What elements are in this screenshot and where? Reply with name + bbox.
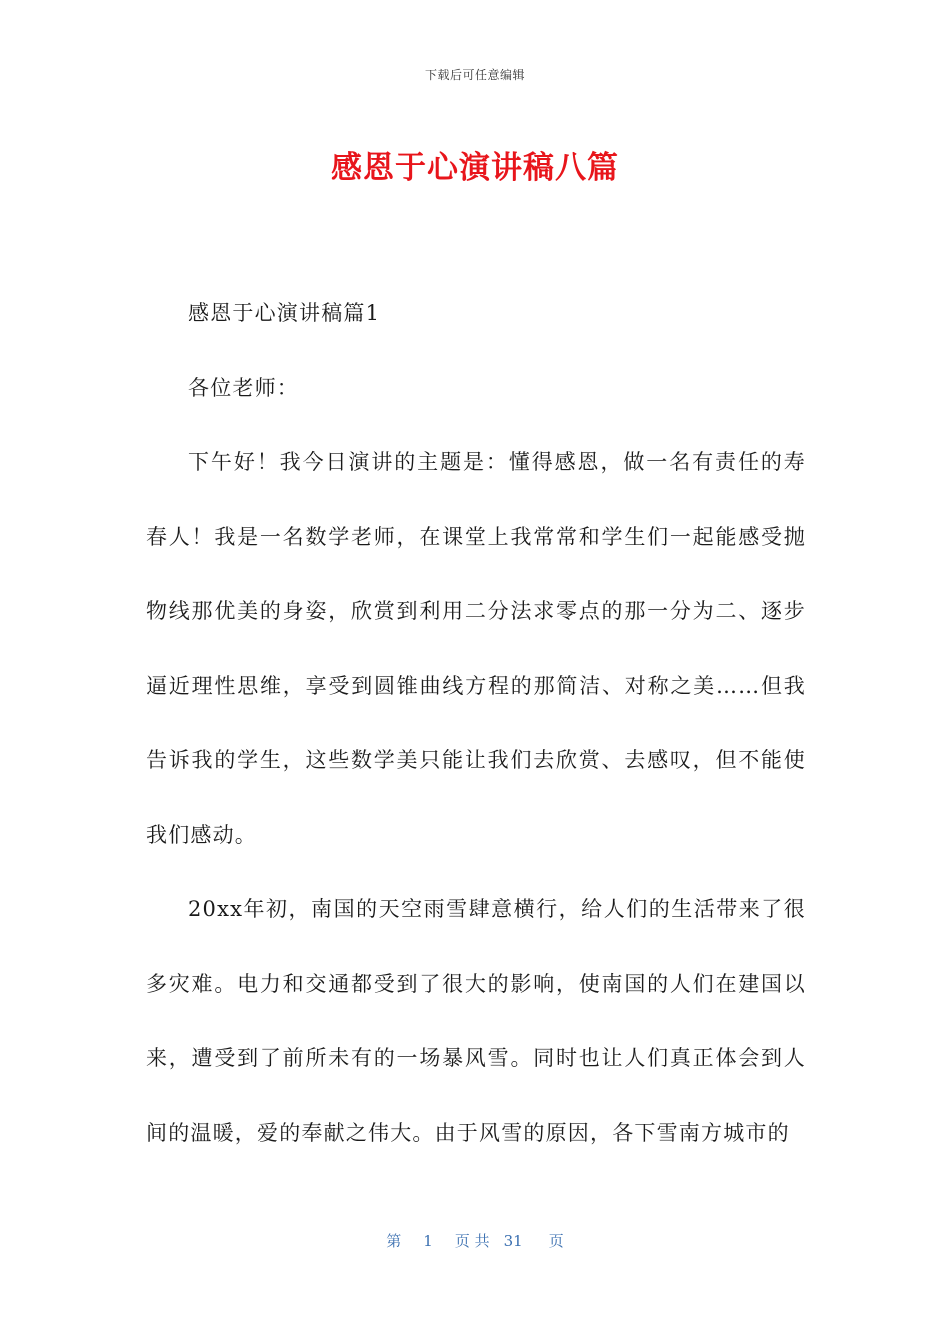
footer-ye: 页 (548, 1232, 564, 1250)
body-paragraph: 下午好！我今日演讲的主题是：懂得感恩，做一名有责任的寿春人！我是一名数学老师，在课堂上我常常和学生们一起能感受抛物线那优美的身姿，欣赏到利用二分法求零点的那一分为二、逐步逼近理性思维，享受到圆锥曲线方程的那简洁、对称之美……但我告诉我的学生，这些数学美只能让我们去欣赏、去感叹，但不能使我们感动。 (146, 450, 806, 847)
page-footer (0, 1230, 950, 1251)
footer-ye-gong: 页 共 (454, 1232, 490, 1250)
footer-di: 第 (386, 1232, 402, 1250)
document-body (146, 276, 806, 1170)
footer-total-pages: 31 (503, 1232, 523, 1250)
body-paragraph: 20xx年初，南国的天空雨雪肆意横行，给人们的生活带来了很多灾难。电力和交通都受到了很大的影响，使南国的人们在建国以来，遭受到了前所未有的一场暴风雪。同时也让人们真正体会到人间的温暖，爱的奉献之伟大。由于风雪的原因，各下雪南方城市的 (146, 897, 806, 1145)
salutation: 各位老师： (188, 375, 299, 400)
section-heading: 感恩于心演讲稿篇1 (188, 301, 381, 325)
document-title: 感恩于心演讲稿八篇 (331, 150, 619, 186)
footer-page-number: 1 (423, 1232, 433, 1250)
header-note: 下载后可任意编辑 (424, 68, 525, 82)
